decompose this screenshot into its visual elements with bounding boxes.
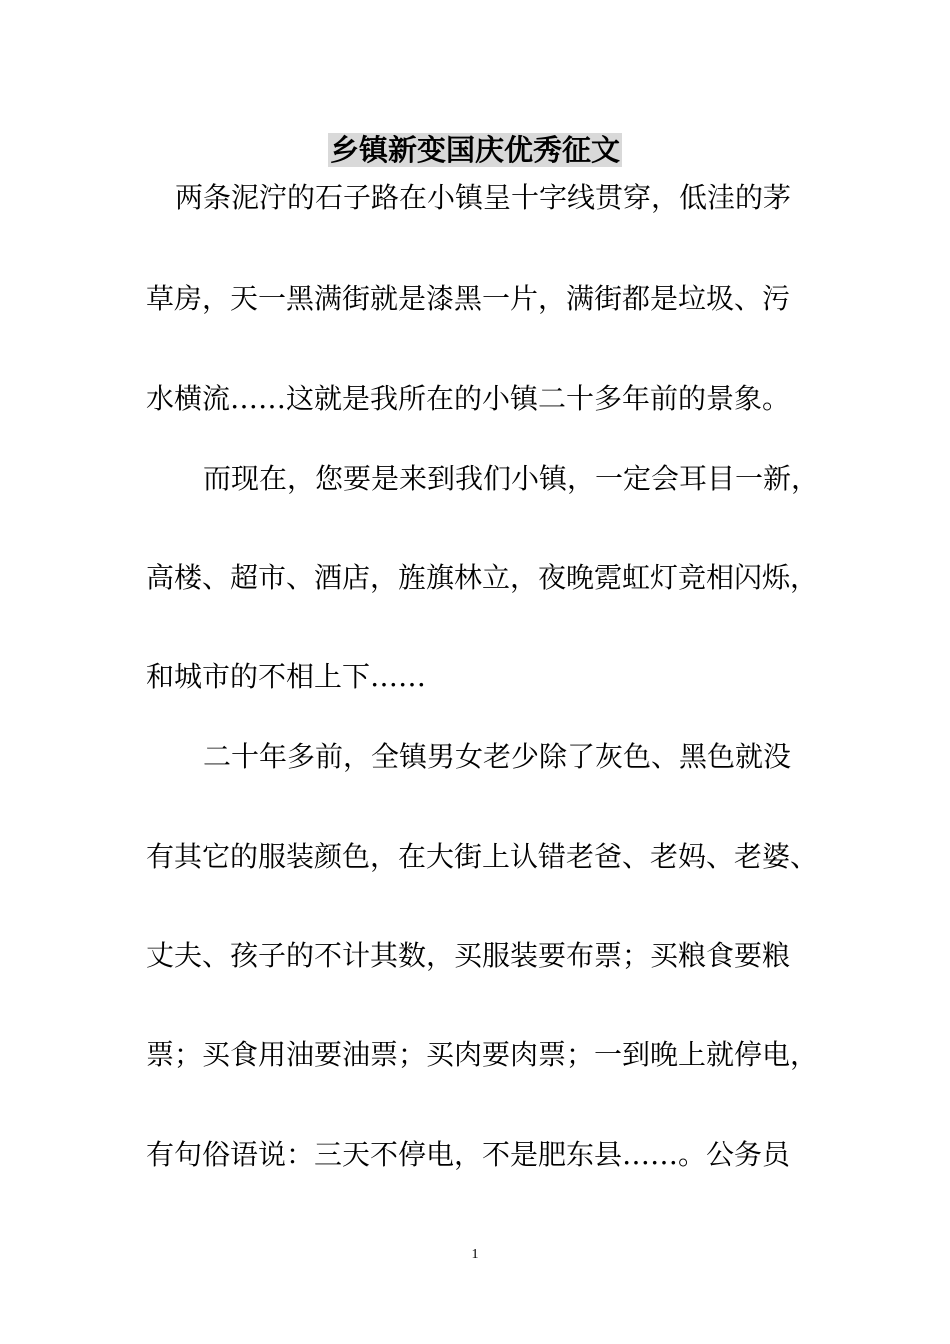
paragraph-line: 丈夫、孩子的不计其数，买服装要布票；买粮食要粮 (146, 939, 791, 972)
paragraph-line: 有句俗语说：三天不停电，不是肥东县……。公务员 (146, 1138, 791, 1171)
paragraph-line: 草房，天一黑满街就是漆黑一片，满街都是垃圾、污 (146, 282, 791, 315)
page-number: 1 (471, 1247, 479, 1262)
paragraph-line: 两条泥泞的石子路在小镇呈十字线贯穿，低洼的茅 (175, 181, 792, 214)
document-title (0, 128, 950, 172)
paragraph-line: 票；买食用油要油票；买肉要肉票；一到晚上就停电， (146, 1038, 819, 1071)
paragraph-line: 有其它的服装颜色，在大街上认错老爸、老妈、老婆、 (146, 840, 819, 873)
paragraph-line: 二十年多前，全镇男女老少除了灰色、黑色就没 (203, 740, 792, 773)
paragraph-line: 而现在，您要是来到我们小镇，一定会耳目一新， (203, 462, 820, 495)
paragraph-line: 水横流……这就是我所在的小镇二十多年前的景象。 (146, 382, 791, 415)
paragraph-line: 和城市的不相上下…… (146, 660, 427, 693)
document-title-text: 乡镇新变国庆优秀征文 (329, 133, 620, 167)
paragraph-line: 高楼、超市、酒店，旌旗林立，夜晚霓虹灯竞相闪烁， (146, 561, 819, 594)
